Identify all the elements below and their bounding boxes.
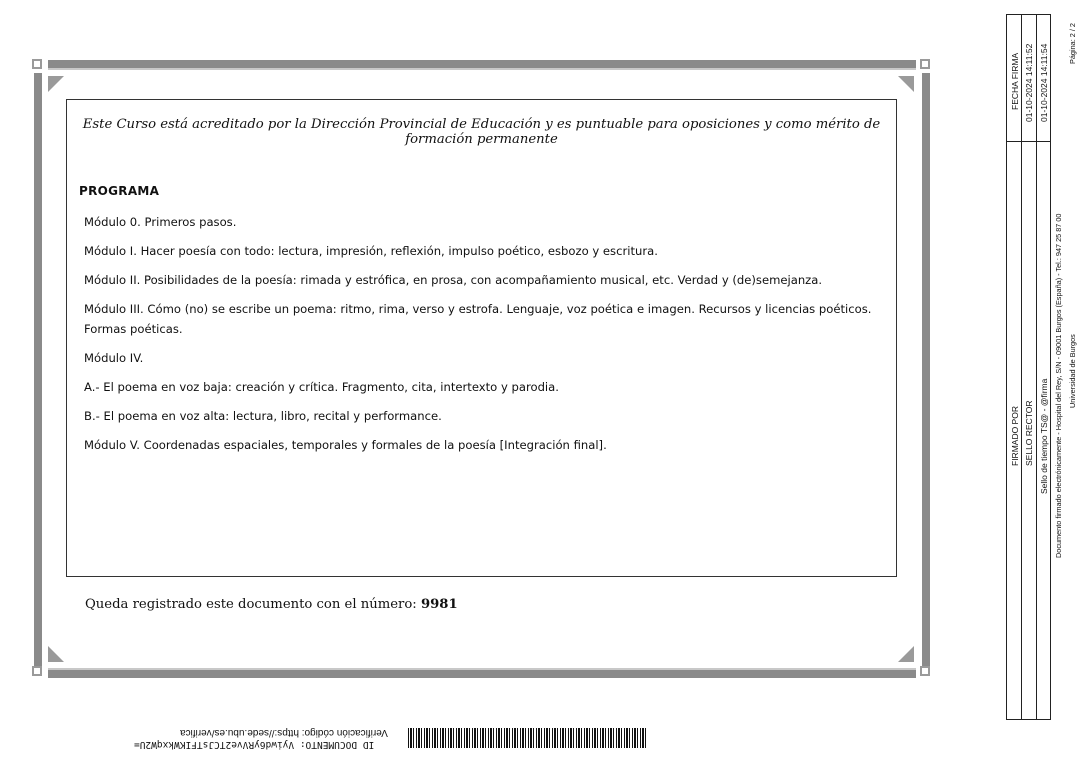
frame-corner-triangle [48,76,64,92]
registration-number: 9981 [420,597,458,612]
signature-date-1: 01-10-2024 14:11:52 [1024,43,1034,122]
module-item: Módulo III. Cómo (no) se escribe un poema: ritmo, rima, verso y estrofa. Lenguaje, voz poética e imagen. Recursos y licencias poéticos. Formas poéticas. [84,302,872,336]
frame-corner [32,666,42,676]
frame-corner-triangle [898,76,914,92]
signer-1: SELLO RECTOR [1024,400,1034,466]
frame-corner [32,59,42,69]
module-item: Módulo V. Coordenadas espaciales, temporales y formales de la poesía [Integración final]. [84,438,607,452]
date-header: FECHA FIRMA [1010,52,1020,110]
frame-corner [920,666,930,676]
module-item: Módulo II. Posibilidades de la poesía: rimada y estrófica, en prosa, con acompañamiento musical, etc. Verdad y (de)semejanza. [84,273,823,287]
signature-date-2: 01-10-2024 14:11:54 [1039,43,1049,122]
module-item: Módulo 0. Primeros pasos. [84,215,237,229]
module-item: Módulo IV. [84,351,144,365]
signed-by-header: FIRMADO POR [1010,406,1020,466]
page-label: Página: 2 / 2 [1068,23,1077,64]
signature-footer-2: Universidad de Burgos [1068,334,1077,408]
module-item: B.- El poema en voz alta: lectura, libro, recital y performance. [84,409,442,423]
module-item: Módulo I. Hacer poesía con todo: lectura, impresión, reflexión, impulso poético, esbozo y escritura. [84,244,658,258]
verification-code: Verificación código: https://sede.ubu.es/verifica [180,727,388,738]
accreditation-note: Este Curso está acreditado por la Dirección Provincial de Educación y es puntuable para oposiciones y como mérito de formación permanente [82,117,881,147]
frame-corner-triangle [48,646,64,662]
module-list [84,212,884,464]
module-item: A.- El poema en voz baja: creación y crítica. Fragmento, cita, intertexto y parodia. [84,380,559,394]
frame-corner-triangle [898,646,914,662]
registration-line [85,597,458,612]
program-title: PROGRAMA [79,184,160,198]
signature-footer-1: Documento firmado electrónicamente - Hospital del Rey, S/N - 09001 Burgos (España) - Tel.: 947 25 87 00 [1054,213,1063,558]
frame-corner [920,59,930,69]
registration-text: Queda registrado este documento con el número: [85,597,417,612]
barcode [408,728,646,748]
signer-2: Sello de tiempo TS@ - @firma [1039,378,1049,494]
document-id: ID DOCUMENTO: Vyiwd6yRVve2TCJsTFIKWkxqW2U= [134,739,375,750]
